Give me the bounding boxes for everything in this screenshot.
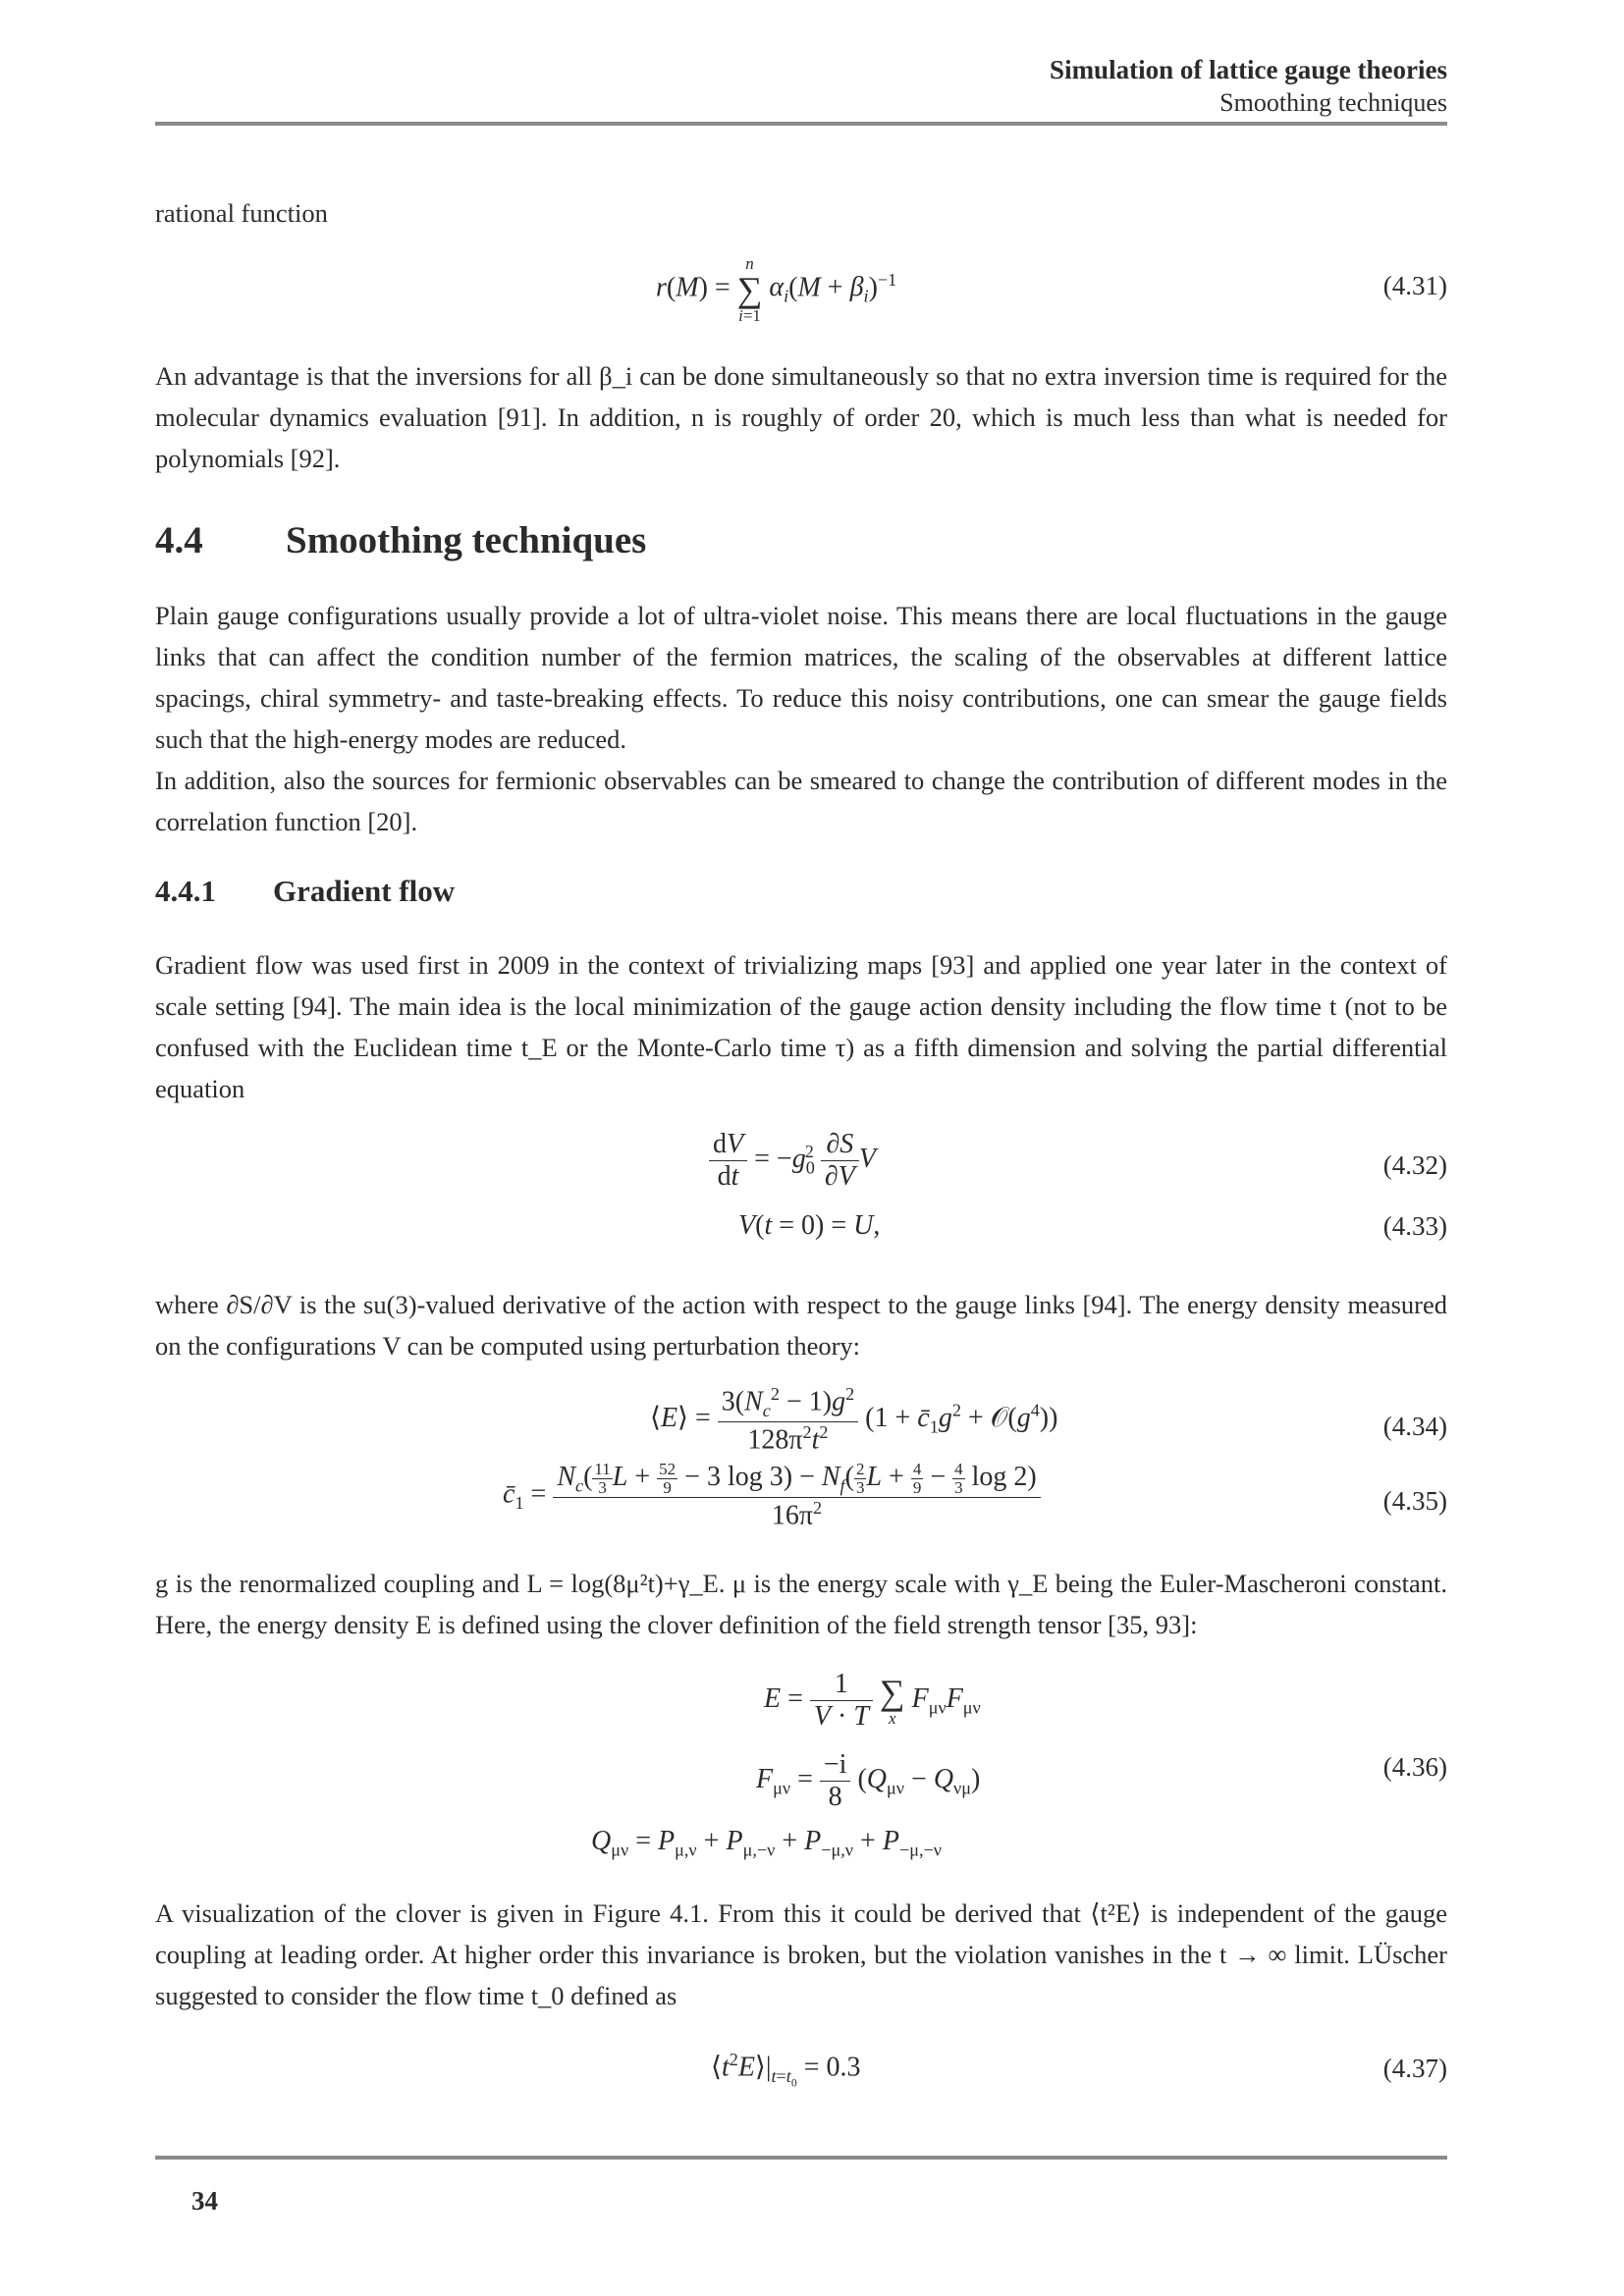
subsection-paragraph-3: g is the renormalized coupling and L = log(8μ²t)+γ_E. μ is the energy scale with γ_E being the Euler-Mascheroni constant. Here, the energy density E is defined using the clover definition of the field strength tensor [35, 93]: (155, 1569, 1447, 1639)
equation-4-37: $⟨t^2E⟩|_{t=t_0} = 0.3$ (711, 2050, 861, 2090)
intro-lead: rational function (155, 198, 328, 228)
equation-number-4-36: (4.36) (1382, 1752, 1447, 1782)
running-header-subtitle: Smoothing techniques (1219, 88, 1447, 117)
section-paragraph-2: In addition, also the sources for fermionic observables can be smeared to change the contribution of different modes in the correlation function [20]. (155, 766, 1447, 836)
subsection-paragraph-4: A visualization of the clover is given in Figure 4.1. From this it could be derived that ⟨t²E⟩ is independent of the gauge coupling at leading order. At higher order this invariance is broken, but the violation vanishes in the t → ∞ limit. LÜscher suggested to consider the flow time t_0 defined as (155, 1898, 1447, 2010)
page-number: 34 (191, 2186, 218, 2216)
subsection-number: 4.4.1 (155, 874, 216, 908)
running-header-title: Simulation of lattice gauge theories (1050, 55, 1447, 84)
section-title: Smoothing techniques (286, 519, 647, 561)
equation-number-4-35: (4.35) (1382, 1486, 1447, 1516)
intro-paragraph: An advantage is that the inversions for all β_i can be done simultaneously so that no extra inversion time is required for the molecular dynamics evaluation [91]. In addition, n is roughly of order 20, which is much less than what is needed for polynomials [92]. (155, 361, 1447, 473)
section-heading (155, 518, 646, 562)
equation-4-36-energy: E = $\frac{1}{V \cdot T}$ ∑ x $F_{\mu\nu}F_{\mu\nu}$ (764, 1669, 981, 1732)
equation-number-4-31: (4.31) (1382, 271, 1447, 300)
equation-4-36-field-strength: $F_{\mu\nu}$ = $\frac{-i}{8}$ $(Q_{\mu\nu} - Q_{\nu\mu})$ (756, 1749, 981, 1812)
equation-number-4-37: (4.37) (1382, 2054, 1447, 2083)
equation-4-32: $\frac{dV}{dt}$ = $-g_0^2$ $\frac{\partial S}{\partial V}$ V (709, 1129, 876, 1193)
equation-number-4-32: (4.32) (1382, 1150, 1447, 1180)
header-rule (155, 122, 1447, 126)
subsection-paragraph-1: Gradient flow was used first in 2009 in the context of trivializing maps [93] and applied one year later in the context of scale setting [94]. The main idea is the local minimization of the gauge action density including the flow time t (not to be confused with the Euclidean time t_E or the Monte-Carlo time τ) as a fifth dimension and solving the partial differential equation (155, 950, 1447, 1103)
equation-number-4-33: (4.33) (1382, 1211, 1447, 1241)
equation-4-34: ⟨E⟩ = $\frac{3(N_c^2 - 1)g^2}{128\pi^2t^2}$ ($1 + c̄_1g^2$ + $𝒪(g^4)$) (650, 1384, 1058, 1456)
subsection-title: Gradient flow (273, 874, 456, 908)
equation-4-31: r(M) = n ∑ i=1 $\alpha_i(M + \beta_i)^{-1}$ (656, 254, 897, 325)
section-number: 4.4 (155, 519, 203, 561)
equation-4-35: $c̄_1$ = $N_c$( $\frac{11}{3}$ L + $\frac{52}{9}$ − 3 $\log 3) - N_f$( $\frac{2}{3}$ L + $\frac{4}{9}$ − $\frac{4}{3}$ log 2) $16\pi^2$ (503, 1461, 1041, 1531)
subsection-paragraph-2: where ∂S/∂V is the su(3)-valued derivative of the action with respect to the gauge links [94]. The energy density measured on the configurations V can be computed using perturbation theory: (155, 1290, 1447, 1361)
equation-4-33: V(t = 0) = U, (738, 1210, 881, 1241)
section-body (155, 595, 1447, 842)
section-paragraph-1: Plain gauge configurations usually provide a lot of ultra-violet noise. This means there are local fluctuations in the gauge links that can affect the condition number of the fermion matrices, the scaling of the observables at different lattice spacings, chiral symmetry- and taste-breaking effects. To reduce this noisy contributions, one can smear the gauge fields such that the high-energy modes are reduced. (155, 601, 1447, 754)
equation-number-4-34: (4.34) (1382, 1412, 1447, 1441)
subsection-heading (155, 874, 455, 909)
equation-4-36-clover: $Q_{\mu\nu} = P_{\mu,\nu} + P_{\mu,-\nu} + P_{-\mu,\nu} + P_{-\mu,-\nu}$ (591, 1826, 942, 1860)
footer-rule (155, 2156, 1447, 2160)
